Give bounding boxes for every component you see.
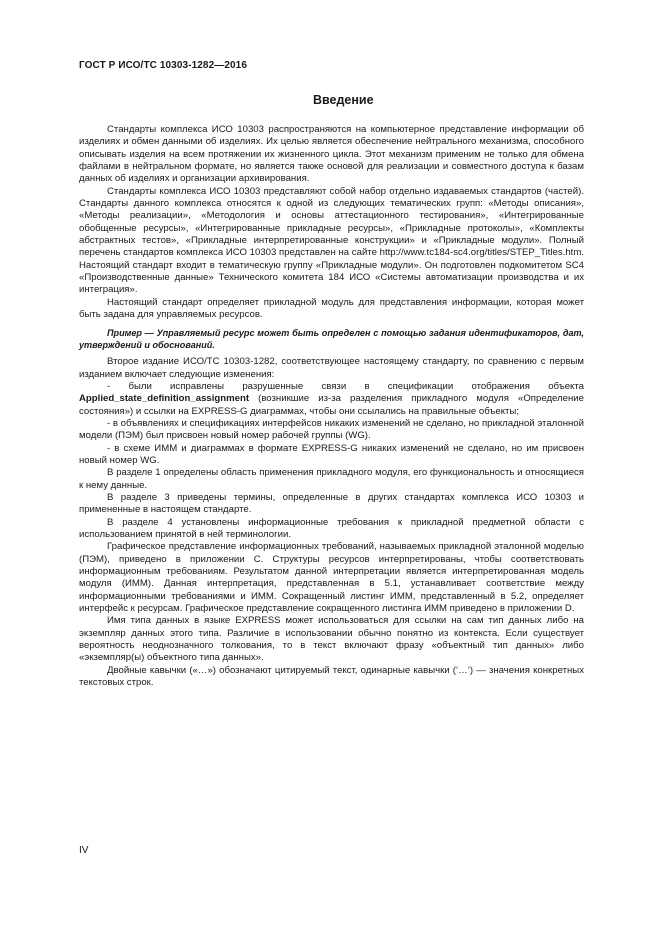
- example-note: Пример — Управляемый ресурс может быть определен с помощью задания идентификаторов, дат, утверждений и обоснований.: [79, 327, 584, 350]
- paragraph-express: Имя типа данных в языке EXPRESS может использоваться для ссылки на сам тип данных либо на экземпляр данных этого типа. Различие в использовании обычно понятно из контекста. Если существует вероятность неоднозначного толкования, то в текст включают фразу «объектный тип данных» либо «экземпляр(ы) объектного типа данных».: [79, 615, 584, 664]
- paragraph-intro: Стандарты комплекса ИСО 10303 распространяются на компьютерное представление информации об изделиях и обмен данными об изделиях. Их целью является обеспечение нейтрального механизма, способного описывать изделия на всем протяжении их жизненного цикла. Этот механизм применим не только для обмена файлами в нейтральном формате, но является также основой для реализации и совместного доступа к базам данных об изделиях и организации архивирования.: [79, 124, 584, 185]
- change-item-1: [79, 381, 584, 418]
- paragraph-section-3: В разделе 3 приведены термины, определенные в других стандартах комплекса ИСО 10303 и примененные в настоящем стандарте.: [79, 491, 584, 516]
- paragraph-series: Стандарты комплекса ИСО 10303 представляют собой набор отдельно издаваемых стандартов (частей). Стандарты данного комплекса относятся к одной из следующих тематических групп: «Методы описания», «Методы реализации», «Методология и основы аттестационного тестирования», «Интегрированные обобщенные ресурсы», «Интегрированные прикладные ресурсы», «Прикладные протоколы», «Комплекты абстрактных тестов», «Прикладные интерпретированные конструкции» и «Прикладные модули». Полный перечень стандартов комплекса ИСО 10303 представлен на сайте http://www.tc184-sc4.org/titles/STEP_Titles.htm. Настоящий стандарт входит в тематическую группу «Прикладные модули». Он подготовлен подкомитетом SC4 «Производственные данные» Технического комитета 184 ИСО «Системы автоматизации производства и их интеграция».: [79, 185, 584, 296]
- entity-term: Applied_state_definition_assignment: [79, 393, 250, 405]
- paragraph-edition: Второе издание ИСО/ТС 10303-1282, соответствующее настоящему стандарту, по сравнению с первым изданием включает следующие изменения:: [79, 356, 584, 380]
- paragraph-arm: Графическое представление информационных требований, называемых прикладной эталонной моделью (ПЭМ), приведено в приложении C. Структуры ресурсов интерпретированы, чтобы соответствовать информационным требованиям. Результатом данной интерпретации является интерпретированная модель модуля (ИММ). Данная интерпретация, представленная в 5.1, устанавливает соответствие между информационными требованиями и ИММ. Сокращенный листинг ИММ, представленный в 5.2, определяет интерфейс к ресурсам. Графическое представление сокращенного листинга ИММ приведено в приложении D.: [79, 541, 584, 615]
- section-title: Введение: [313, 93, 374, 107]
- change-item-2: - в объявлениях и спецификациях интерфейсов никаких изменений не сделано, но прикладной эталонной модели (ПЭМ) был присвоен новый номер рабочей группы (WG).: [79, 417, 584, 442]
- change-item-1-text-b: (возникшие из-за разделения прикладного модуля «Определение состояния») и ссылки на EXPRESS-G диаграммах, чтобы они ссылались на правильные объекты;: [79, 393, 584, 417]
- paragraph-section-4: В разделе 4 установлены информационные требования к прикладной предметной области с использованием принятой в ней терминологии.: [79, 516, 584, 540]
- paragraph-section-1: В разделе 1 определены область применения прикладного модуля, его функциональность и относящиеся к нему данные.: [79, 467, 584, 491]
- body-text: [79, 124, 584, 689]
- document-header: ГОСТ Р ИСО/ТС 10303-1282—2016: [79, 60, 247, 71]
- change-item-3: - в схеме ИММ и диаграммах в формате EXPRESS-G никаких изменений не сделано, но им присвоен новый номер WG.: [79, 442, 584, 466]
- paragraph-scope: Настоящий стандарт определяет прикладной модуль для представления информации, которая может быть задана для управляемых ресурсов.: [79, 296, 584, 321]
- paragraph-quotes: Двойные кавычки («…») обозначают цитируемый текст, одинарные кавычки (‘…’) — значения конкретных текстовых строк.: [79, 664, 584, 689]
- change-item-1-text-a: - были исправлены разрушенные связи в спецификации отображения объекта: [107, 380, 584, 392]
- page-number: IV: [79, 845, 89, 856]
